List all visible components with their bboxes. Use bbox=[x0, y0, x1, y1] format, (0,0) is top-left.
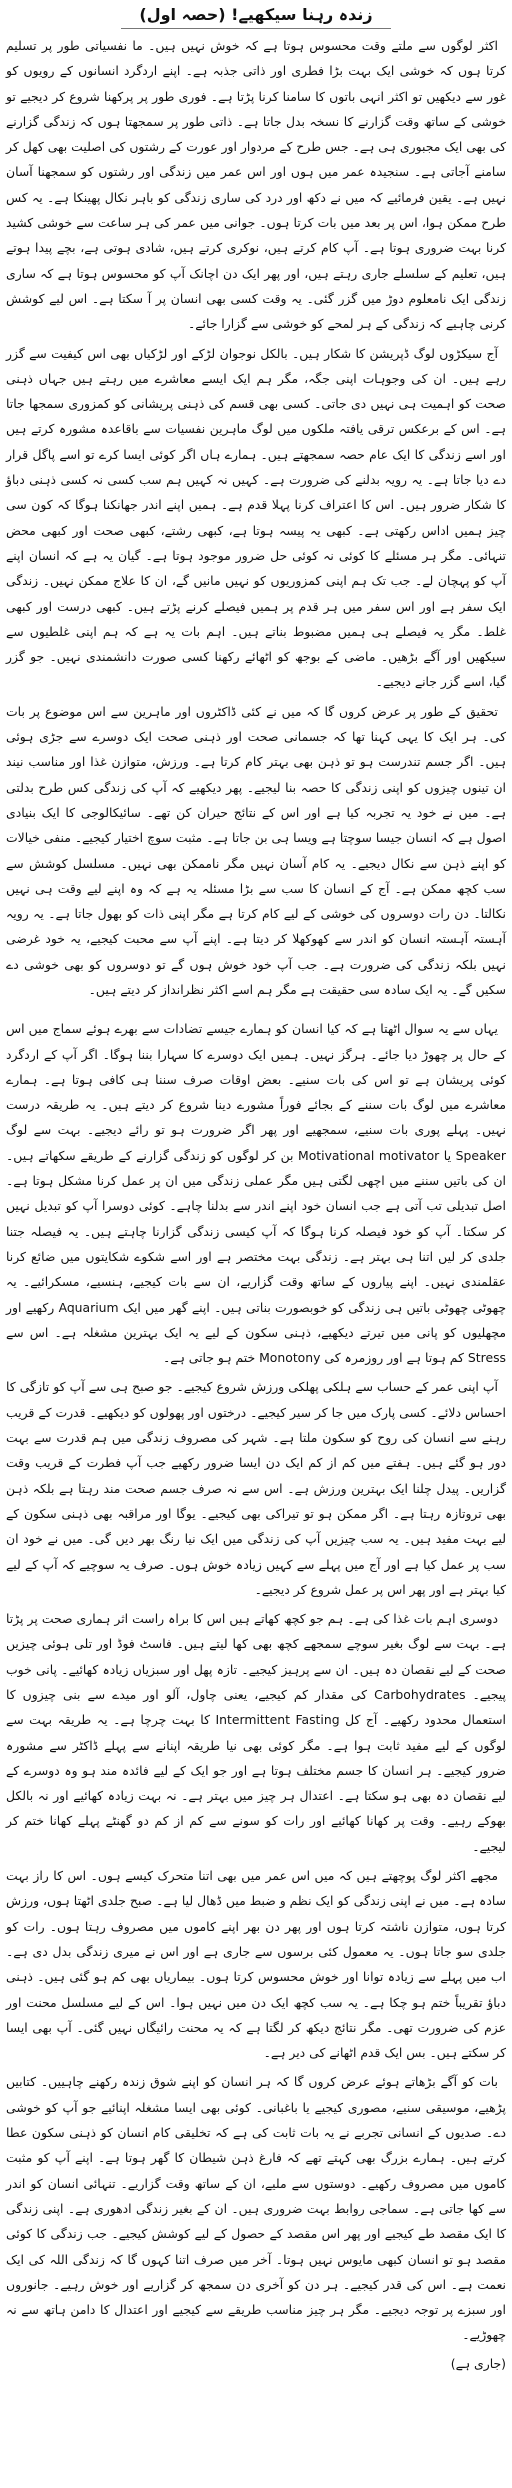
paragraph: دوسری اہم بات غذا کی ہے۔ ہم جو کچھ کھاتے ہیں اس کا براہ راست اثر ہماری صحت پر پڑتا ہے۔ بہت سے لوگ بغیر سوچے سمجھے کچھ بھی کھا لیتے ہیں۔ فاسٹ فوڈ اور تلی ہوئی چیزیں صحت کے لیے نقصان دہ ہیں۔ ان سے پرہیز کیجیے۔ تازہ پھل اور سبزیاں زیادہ کھائیے۔ پانی خوب پیجیے۔ Carbohydrates کی مقدار کم کیجیے، یعنی چاول، آلو اور میدے سے بنی چیزوں کا استعمال محدود رکھیے۔ آج کل Intermittent Fasting کا بہت چرچا ہے۔ یہ طریقہ بہت سے لوگوں کے لیے مفید ثابت ہوا ہے۔ مگر کوئی بھی نیا طریقہ اپنانے سے پہلے ڈاکٹر سے مشورہ ضرور کیجیے۔ ہر انسان کا جسم مختلف ہوتا ہے اور جو ایک کے لیے فائدہ مند ہو وہ دوسرے کے لیے نقصان دہ بھی ہو سکتا ہے۔ اعتدال ہر چیز میں بہتر ہے۔ نہ بہت زیادہ کھائیے اور نہ بالکل بھوکے رہیے۔ وقت پر کھانا کھائیے اور رات کو سونے سے کم از کم دو گھنٹے پہلے کھانا ختم کر لیجیے۔ bbox=[6, 1611, 506, 1854]
paragraph: اکثر لوگوں سے ملتے وقت محسوس ہوتا ہے کہ خوش نہیں ہیں۔ ما نفسیاتی طور پر تسلیم کرتا ہوں کہ خوشی ایک بہت بڑا فطری اور ذاتی جذبہ ہے۔ اپنے اردگرد انسانوں کے رویوں کو غور سے دیکھیں تو اکثر انہی باتوں کا سامنا کرنا پڑتا ہے۔ فوری طور پر پرکھنا شروع کر دیجیے تو خوشی کے ساتھ وقت گزارنے کا نسخہ بدل جاتا ہے۔ ذاتی طور پر سمجھتا ہوں کہ زندگی گزارنے کی بھی ایک مجبوری ہی ہے۔ جس طرح کے مردوار اور عورت کے رشتوں کی اصلیت بھی کھل کر سامنے آجاتی ہے۔ سنجیدہ عمر میں ہوں اور اس عمر میں زندگی اور رشتوں کو سمجھنا آسان نہیں ہے۔ یقین فرمائیے کہ میں نے دکھ اور درد کی ساری زندگی کو باہر نکال پھینکا ہے۔ یہ کس طرح ممکن ہوا، اس پر بعد میں بات کرتا ہوں۔ جوانی میں عمر کی ہر ساعت سے خوشی کشید کرنا بہت ضروری ہوتا ہے۔ آپ کام کرتے ہیں، نوکری کرتے ہیں، شادی ہوتی ہے، بچے پیدا ہوتے ہیں، تعلیم کے سلسلے جاری رہتے ہیں، اور پھر ایک دن اچانک آپ کو محسوس ہوتا ہے کہ ساری زندگی ایک نامعلوم دوڑ میں گزر گئی۔ یہ وقت کسی بھی انسان پر آ سکتا ہے۔ اس لیے کوشش کرنی چاہیے کہ زندگی کے ہر لمحے کو خوشی سے گزارا جائے۔ bbox=[6, 38, 506, 332]
paragraph: بات کو آگے بڑھاتے ہوئے عرض کروں گا کہ ہر انسان کو اپنے شوق زندہ رکھنے چاہییں۔ کتابیں پڑھیے، موسیقی سنیے، مصوری کیجیے یا باغبانی۔ کوئی بھی ایسا مشغلہ اپنائیے جو آپ کو خوشی دے۔ صدیوں کے انسانی تجربے نے یہ بات ثابت کی ہے کہ تخلیقی کام انسان کو ذہنی سکون عطا کرتے ہیں۔ ہمارے بزرگ بھی کہتے تھے کہ فارغ ذہن شیطان کا گھر ہوتا ہے۔ اپنے آپ کو مثبت کاموں میں مصروف رکھیے۔ دوستوں سے ملیے، ان کے ساتھ وقت گزاریے۔ تنہائی انسان کو اندر سے کھا جاتی ہے۔ سماجی روابط بہت ضروری ہیں۔ ان کے بغیر زندگی ادھوری ہے۔ اپنی زندگی کا ایک مقصد طے کیجیے اور پھر اس مقصد کے حصول کے لیے کوشش کیجیے۔ جب زندگی کا کوئی مقصد ہو تو انسان کبھی مایوس نہیں ہوتا۔ آخر میں صرف اتنا کہوں گا کہ زندگی اللہ کی ایک نعمت ہے۔ اس کی قدر کیجیے۔ ہر دن کو آخری دن سمجھ کر گزاریے اور خوش رہیے۔ جانوروں اور سبزے پر توجہ دیجیے۔ مگر ہر چیز مناسب طریقے سے کیجیے اور اعتدال کا دامن ہاتھ سے نہ چھوڑیے۔ bbox=[6, 2074, 506, 2343]
paragraph: آج سیکڑوں لوگ ڈپریشن کا شکار ہیں۔ بالکل نوجوان لڑکے اور لڑکیاں بھی اس کیفیت سے گزر رہے ہیں۔ ان کی وجوہات اپنی جگہ، مگر ہم ایک ایسے معاشرے میں رہتے ہیں جہاں ذہنی صحت کو اہمیت ہی نہیں دی جاتی۔ کسی بھی قسم کی ذہنی پریشانی کو کمزوری سمجھا جاتا ہے۔ اس کے برعکس ترقی یافتہ ملکوں میں لوگ ماہرین نفسیات سے باقاعدہ مشورہ کرتے ہیں اور اسے زندگی کا ایک عام حصہ سمجھتے ہیں۔ ہمارے ہاں اگر کوئی ایسا کرے تو اسے پاگل قرار دے دیا جاتا ہے۔ یہ رویہ بدلنے کی ضرورت ہے۔ کہیں نہ کہیں ہم سب کسی نہ کسی ذہنی دباؤ کا شکار ضرور ہیں۔ اس کا اعتراف کرنا پہلا قدم ہے۔ ہمیں اپنے اندر جھانکنا ہوگا کہ کون سی چیز ہمیں اداس رکھتی ہے۔ کبھی یہ پیسہ ہوتا ہے، کبھی رشتے، کبھی صحت اور کبھی محض تنہائی۔ مگر ہر مسئلے کا کوئی نہ کوئی حل ضرور موجود ہوتا ہے۔ گیان یہ ہے کہ انسان اپنے آپ کو پہچان لے۔ جب تک ہم اپنی کمزوریوں کو نہیں مانیں گے، ان کا علاج ممکن نہیں۔ زندگی ایک سفر ہے اور اس سفر میں ہر قدم پر ہمیں فیصلے کرنے پڑتے ہیں۔ کبھی درست اور کبھی غلط۔ مگر یہ فیصلے ہی ہمیں مضبوط بناتے ہیں۔ اہم بات یہ ہے کہ ہم اپنی غلطیوں سے سیکھیں اور آگے بڑھیں۔ ماضی کے بوجھ کو اٹھائے رکھنا کسی صورت دانشمندی نہیں۔ جو گزر گیا، اسے گزر جانے دیجیے۔ bbox=[6, 345, 506, 690]
title-block bbox=[6, 4, 506, 29]
paragraph: تحقیق کے طور پر عرض کروں گا کہ میں نے کئی ڈاکٹروں اور ماہرین سے اس موضوع پر بات کی۔ ہر ایک کا یہی کہنا تھا کہ جسمانی صحت اور ذہنی صحت ایک دوسرے سے جڑی ہوئی ہیں۔ اگر جسم تندرست ہو تو ذہن بھی بہتر کام کرتا ہے۔ ورزش، متوازن غذا اور مناسب نیند ان تینوں چیزوں کو اپنی زندگی کا حصہ بنا لیجیے۔ پھر دیکھیے کہ آپ کی زندگی کس طرح بدلتی ہے۔ میں نے خود یہ تجربہ کیا ہے اور اس کے نتائج حیران کن تھے۔ سائیکالوجی کا ایک بنیادی اصول ہے کہ انسان جیسا سوچتا ہے ویسا ہی بن جاتا ہے۔ مثبت سوچ اختیار کیجیے۔ منفی خیالات کو اپنے ذہن سے نکال دیجیے۔ یہ کام آسان نہیں مگر ناممکن بھی نہیں۔ مسلسل کوشش سے سب کچھ ممکن ہے۔ آج کے انسان کا سب سے بڑا مسئلہ یہ ہے کہ وہ اپنے لیے وقت ہی نہیں نکالتا۔ دن رات دوسروں کی خوشی کے لیے کام کرتا ہے مگر اپنی ذات کو بھول جاتا ہے۔ یہ رویہ آہستہ آہستہ انسان کو اندر سے کھوکھلا کر دیتا ہے۔ اپنے آپ سے محبت کیجیے، یہ خود غرضی نہیں بلکہ زندگی کی ضرورت ہے۔ جب آپ خود خوش ہوں گے تو دوسروں کو بھی خوشی دے سکیں گے۔ یہ ایک سادہ سی حقیقت ہے مگر ہم اسے اکثر نظرانداز کر دیتے ہیں۔ bbox=[6, 703, 506, 997]
article-title: زندہ رہنا سیکھیے! (حصہ اول) bbox=[121, 4, 390, 29]
continued-note: (جاری ہے) bbox=[450, 2355, 506, 2371]
paragraph: یہاں سے یہ سوال اٹھتا ہے کہ کیا انسان کو ہمارے جیسے تضادات سے بھرے ہوئے سماج میں اس کے حال پر چھوڑ دیا جائے۔ ہرگز نہیں۔ ہمیں ایک دوسرے کا سہارا بننا ہوگا۔ اگر آپ کے اردگرد کوئی پریشان ہے تو اس کی بات سنیے۔ بعض اوقات صرف سننا ہی کافی ہوتا ہے۔ ہمارے معاشرے میں لوگ بات سننے کے بجائے فوراً مشورے دینا شروع کر دیتے ہیں۔ یہ طریقہ درست نہیں۔ پہلے پوری بات سنیے، سمجھیے اور پھر اگر ضرورت ہو تو رائے دیجیے۔ بہت سے لوگ Speaker یا Motivational motivator بن کر لوگوں کو زندگی گزارنے کے طریقے سکھاتے ہیں۔ ان کی باتیں سننے میں اچھی لگتی ہیں مگر عملی زندگی میں ان پر عمل کرنا مشکل ہوتا ہے۔ اصل تبدیلی تب آتی ہے جب انسان خود اپنے اندر سے بدلنا چاہے۔ کوئی دوسرا آپ کو تبدیل نہیں کر سکتا۔ آپ کو خود فیصلہ کرنا ہوگا کہ آپ کیسی زندگی گزارنا چاہتے ہیں۔ یہ فیصلہ جتنا جلدی کر لیں اتنا ہی بہتر ہے۔ زندگی بہت مختصر ہے اور اسے شکوے شکایتوں میں ضائع کرنا عقلمندی نہیں۔ اپنے پیاروں کے ساتھ وقت گزاریے، ان سے بات کیجیے، ہنسیے، مسکرائیے۔ یہ چھوٹی چھوٹی باتیں ہی زندگی کو خوبصورت بناتی ہیں۔ اپنے گھر میں ایک Aquarium رکھیے اور مچھلیوں کو پانی میں تیرتے دیکھیے، ذہنی سکون کے لیے یہ ایک بہترین مشغلہ ہے۔ اس سے Stress کم ہوتا ہے اور روزمرہ کی Monotony ختم ہو جاتی ہے۔ bbox=[6, 1021, 506, 1366]
article-body bbox=[6, 33, 506, 2348]
paragraph: آپ اپنی عمر کے حساب سے ہلکی پھلکی ورزش شروع کیجیے۔ جو صبح ہی سے آپ کو تازگی کا احساس دلائے۔ کسی پارک میں جا کر سیر کیجیے۔ درختوں اور پھولوں کو دیکھیے۔ قدرت کے قریب رہنے سے انسان کی روح کو سکون ملتا ہے۔ شہر کی مصروف زندگی میں ہم قدرت سے بہت دور ہو گئے ہیں۔ ہفتے میں کم از کم ایک دن ایسا ضرور رکھیے جب آپ فطرت کے قریب وقت گزاریں۔ پیدل چلنا ایک بہترین ورزش ہے۔ اس سے نہ صرف جسم صحت مند رہتا ہے بلکہ ذہن بھی تروتازہ رہتا ہے۔ اگر ممکن ہو تو تیراکی بھی کیجیے۔ یوگا اور مراقبہ بھی ذہنی سکون کے لیے بہت مفید ہیں۔ یہ سب چیزیں آپ کی زندگی میں ایک نیا رنگ بھر دیں گی۔ میں نے خود ان سب پر عمل کیا ہے اور آج میں پہلے سے کہیں زیادہ خوش ہوں۔ صرف یہ سوچیے کہ آپ کے لیے کیا بہتر ہے اور پھر اس پر عمل شروع کر دیجیے۔ bbox=[6, 1379, 506, 1597]
paragraph: مجھے اکثر لوگ پوچھتے ہیں کہ میں اس عمر میں بھی اتنا متحرک کیسے ہوں۔ اس کا راز بہت سادہ ہے۔ میں نے اپنی زندگی کو ایک نظم و ضبط میں ڈھال لیا ہے۔ صبح جلدی اٹھتا ہوں، ورزش کرتا ہوں، متوازن ناشتہ کرتا ہوں اور پھر دن بھر اپنے کاموں میں مصروف رہتا ہوں۔ رات کو جلدی سو جاتا ہوں۔ یہ معمول کئی برسوں سے جاری ہے اور اس نے میری زندگی بدل دی ہے۔ اب میں پہلے سے زیادہ توانا اور خوش محسوس کرتا ہوں۔ بیماریاں بھی کم ہو گئی ہیں۔ ذہنی دباؤ تقریباً ختم ہو چکا ہے۔ یہ سب کچھ ایک دن میں نہیں ہوا۔ اس کے لیے مسلسل محنت اور عزم کی ضرورت تھی۔ مگر نتائج دیکھ کر لگتا ہے کہ یہ محنت رائیگاں نہیں گئی۔ آپ بھی ایسا کر سکتے ہیں۔ بس ایک قدم اٹھانے کی دیر ہے۔ bbox=[6, 1868, 506, 2061]
